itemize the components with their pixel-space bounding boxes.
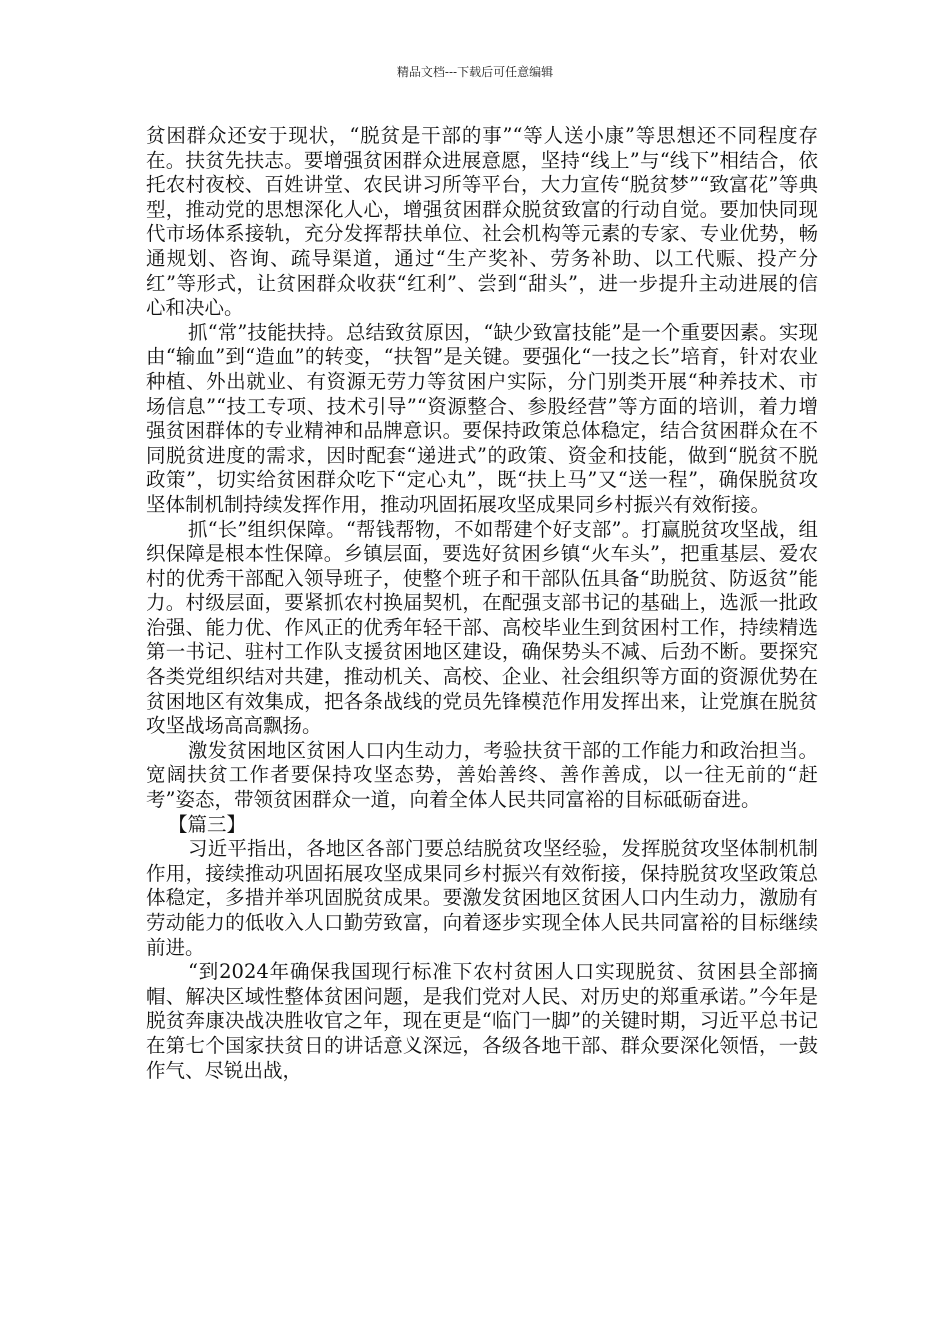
paragraph-section-three-intro: 习近平指出，各地区各部门要总结脱贫攻坚经验，发挥脱贫攻坚体制机制作用，接续推动巩固拓展攻坚成果同乡村振兴有效衔接，保持脱贫攻坚政策总体稳定，多措并举巩固脱贫成果。要激发贫困地区贫困人口内生动力，激励有劳动能力的低收入人口勤劳致富，向着逐步实现全体人民共同富裕的目标继续前进。 <box>146 837 818 959</box>
document-body <box>146 124 818 1083</box>
paragraph-continuation: 贫困群众还安于现状，“脱贫是干部的事”“等人送小康”等思想还不同程度存在。扶贫先扶志。要增强贫困群众进展意愿，坚持“线上”与“线下”相结合，依托农村夜校、百姓讲堂、农民讲习所等平台，大力宣传“脱贫梦”“致富花”等典型，推动党的思想深化人心，增强贫困群众脱贫致富的行动自觉。要加快同现代市场体系接轨，充分发挥帮扶单位、社会机构等元素的专家、专业优势，畅通规划、咨询、疏导渠道，通过“生产奖补、劳务补助、以工代赈、投产分红”等形式，让贫困群众收获“红利”、尝到“甜头”，进一步提升主动进展的信心和决心。 <box>146 124 818 320</box>
paragraph-organization-guarantee: 抓“长”组织保障。“帮钱帮物，不如帮建个好支部”。打赢脱贫攻坚战，组织保障是根本性保障。乡镇层面，要选好贫困乡镇“火车头”，把重基层、爱农村的优秀干部配入领导班子，使整个班子和干部队伍具备“助脱贫、防返贫”能力。村级层面，要紧抓农村换届契机，在配强支部书记的基础上，选派一批政治强、能力优、作风正的优秀年轻干部、高校毕业生到贫困村工作，持续精选第一书记、驻村工作队支援贫困地区建设，确保势头不减、后劲不断。要探究各类党组织结对共建，推动机关、高校、企业、社会组织等方面的资源优势在贫困地区有效集成，把各条战线的党员先锋模范作用发挥出来，让党旗在脱贫攻坚战场高高飘扬。 <box>146 517 818 738</box>
paragraph-skill-support: 抓“常”技能扶持。总结致贫原因，“缺少致富技能”是一个重要因素。实现由“输血”到“造血”的转变，“扶智”是关键。要强化“一技之长”培育，针对农业种植、外出就业、有资源无劳力等贫困户实际，分门别类开展“种养技术、市场信息”“技工专项、技术引导”“资源整合、参股经营”等方面的培训，着力增强贫困群体的专业精神和品牌意识。要保持政策总体稳定，结合贫困群众在不同脱贫进度的需求，因时配套“递进式”的政策、资金和技能，做到“脱贫不脱政策”，切实给贫困群众吃下“定心丸”，既“扶上马”又“送一程”，确保脱贫攻坚体制机制持续发挥作用，推动巩固拓展攻坚成果同乡村振兴有效衔接。 <box>146 320 818 516</box>
paragraph-section-three-quote: “到2024年确保我国现行标准下农村贫困人口实现脱贫、贫困县全部摘帽、解决区域性整体贫困问题，是我们党对人民、对历史的郑重承诺。”今年是脱贫奔康决战决胜收官之年，现在更是“临门一脚”的关键时期，习近平总书记在第七个国家扶贫日的讲话意义深远，各级各地干部、群众要深化领悟，一鼓作气、尽锐出战， <box>146 960 818 1082</box>
paragraph-conclusion: 激发贫困地区贫困人口内生动力，考验扶贫干部的工作能力和政治担当。宽阔扶贫工作者要保持攻坚态势，善始善终、善作善成，以一往无前的“赶考”姿态，带领贫困群众一道，向着全体人民共同富裕的目标砥砺奋进。 <box>146 738 818 812</box>
section-heading: 【篇三】 <box>168 812 247 836</box>
page-header: 精品文档---下载后可任意编辑 <box>396 65 554 79</box>
